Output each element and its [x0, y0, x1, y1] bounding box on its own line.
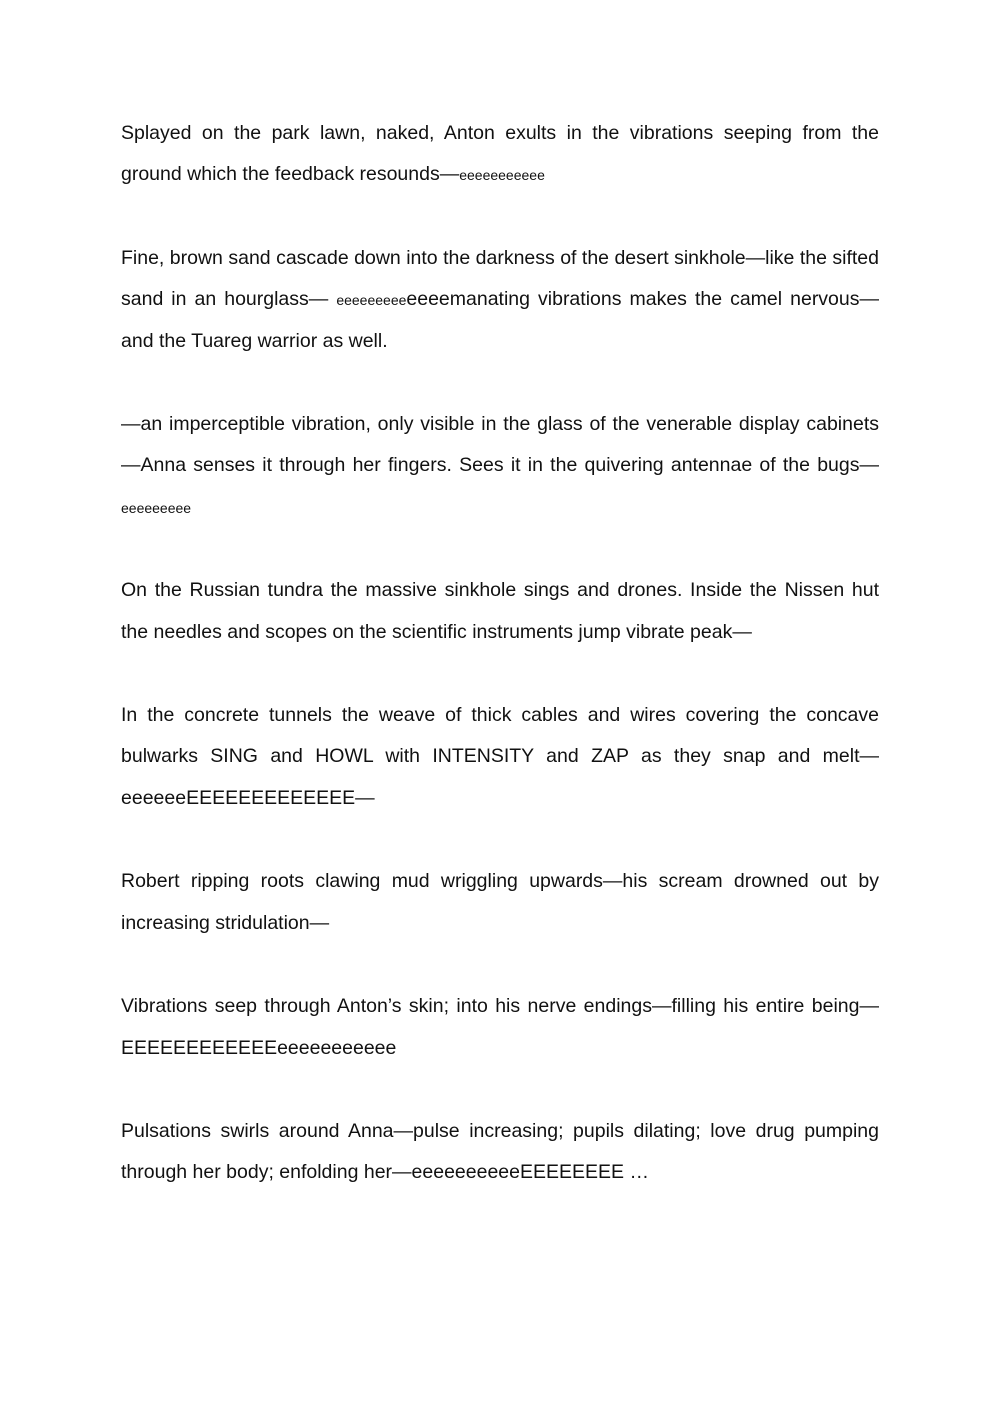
paragraph-5: In the concrete tunnels the weave of thick cables and wires covering the concave bulwarks SING and HOWL with INTENSITY and ZAP as they snap and melt— eeeeeeEEEEEEEEEEEEE—: [121, 704, 879, 809]
paragraph-3: —an imperceptible vibration, only visible in the glass of the venerable display cabinets—Anna senses it through her fingers. Sees it in the quivering antennae of the bugs— eeeeeeeee: [121, 413, 879, 516]
body-text: [121, 113, 879, 1236]
paragraph-6: Robert ripping roots clawing mud wriggling upwards—his scream drowned out by increasing stridulation—: [121, 870, 879, 934]
paragraph-1: Splayed on the park lawn, naked, Anton exults in the vibrations seeping from the ground which the feedback resounds—eeeeeeeeeee: [121, 122, 879, 186]
paragraph-7: Vibrations seep through Anton’s skin; into his nerve endings—filling his entire being—EEEEEEEEEEEEeeeeeeeeeee: [121, 995, 879, 1059]
paragraph-8: Pulsations swirls around Anna—pulse increasing; pupils dilating; love drug pumping through her body; enfolding her—eeeeeeeeeeEEEEEEEE …: [121, 1120, 879, 1184]
paragraph-2: Fine, brown sand cascade down into the darkness of the desert sinkhole—like the sifted sand in an hourglass— eeeeeeeeeeeeemanating vibrations makes the camel nervous—and the Tuareg warrior as well.: [121, 246, 880, 353]
paragraph-4: On the Russian tundra the massive sinkhole sings and drones. Inside the Nissen hut the needles and scopes on the scientific instruments jump vibrate peak—: [121, 579, 879, 643]
